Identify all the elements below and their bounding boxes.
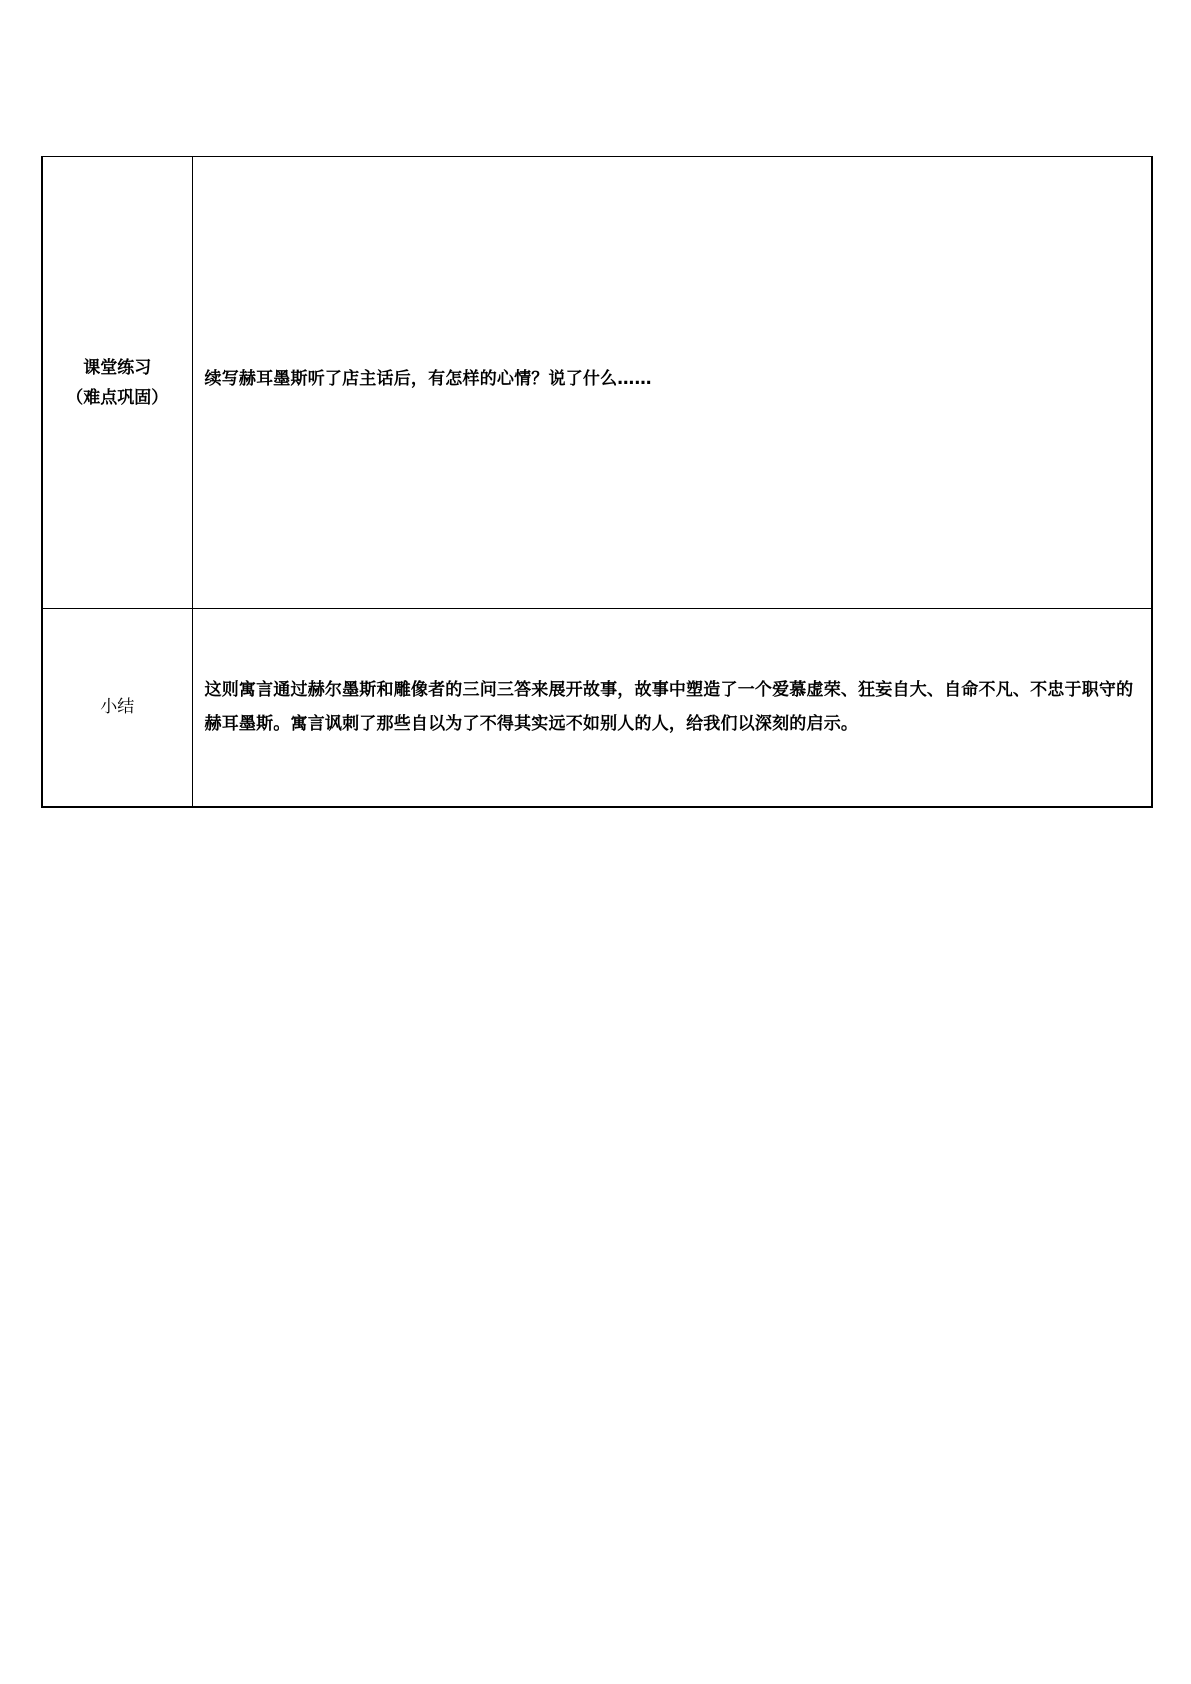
summary-content-cell bbox=[192, 609, 1152, 807]
lesson-plan-table bbox=[41, 156, 1153, 808]
summary-row bbox=[42, 609, 1152, 807]
classroom-practice-label: 课堂练习 bbox=[83, 357, 152, 378]
summary-label-cell bbox=[42, 609, 192, 807]
classroom-practice-content-cell bbox=[192, 157, 1152, 609]
classroom-practice-row bbox=[42, 157, 1152, 609]
classroom-practice-prompt: 续写赫耳墨斯听了店主话后，有怎样的心情？说了什么…… bbox=[204, 368, 652, 389]
difficulty-consolidation-label: （难点巩固） bbox=[66, 387, 169, 408]
summary-text: 这则寓言通过赫尔墨斯和雕像者的三问三答来展开故事，故事中塑造了一个爱慕虚荣、狂妄自大、自命不凡、不忠于职守的赫耳墨斯。寓言讽刺了那些自以为了不得其实远不如别人的人，给我们以深刻的启示。 bbox=[204, 680, 1134, 735]
classroom-practice-label-cell bbox=[42, 157, 192, 609]
summary-label: 小结 bbox=[100, 697, 135, 718]
